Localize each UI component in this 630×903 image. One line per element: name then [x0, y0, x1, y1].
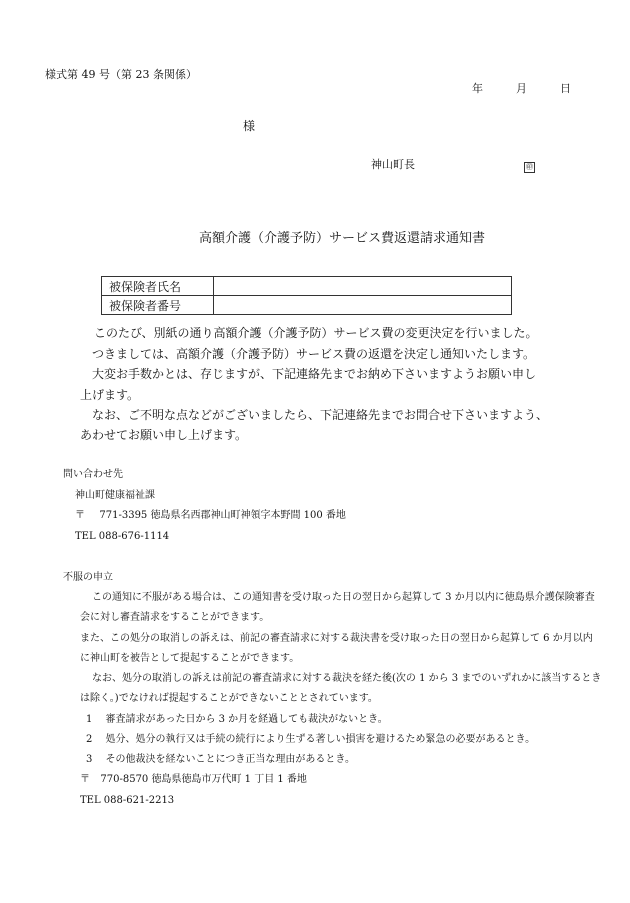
- insured-number-value: [214, 296, 512, 315]
- appeal-heading: 不服の申立: [63, 572, 113, 583]
- body-line: 上げます。: [80, 388, 140, 402]
- appeal-address-line: [80, 775, 307, 785]
- contact-address: 771-3395 徳島県名西郡神山町神領字本野間 100 番地: [99, 510, 346, 521]
- addressee-suffix: 様: [243, 119, 256, 133]
- appeal-line: また、この処分の取消しの訴えは、前記の審査請求に対する裁決書を受け取った日の翌日から起算して 6 か月以内: [80, 633, 593, 644]
- body-line: あわせてお願い申し上げます。: [80, 428, 248, 442]
- contact-tel: TEL 088-676-1114: [75, 531, 170, 542]
- contact-address-line: [75, 511, 346, 521]
- contact-department: 神山町健康福祉課: [75, 490, 155, 501]
- appeal-line: は除く。)でなければ提起することができないこととされています。: [80, 693, 378, 704]
- postal-mark-icon: 〒: [80, 774, 90, 785]
- postal-mark-icon: 〒: [75, 510, 85, 521]
- contact-heading: 問い合わせ先: [63, 469, 123, 480]
- appeal-line: この通知に不服がある場合は、この通知書を受け取った日の翌日から起算して 3 か月以内に徳島県介護保険審査: [92, 592, 595, 603]
- table-row: [102, 277, 512, 296]
- sender-name: 神山町長: [371, 158, 415, 171]
- appeal-condition: 2 処分、処分の執行又は手続の続行により生ずる著しい損害を避けるため緊急の必要があるとき。: [86, 734, 536, 745]
- seal-icon: ㊞: [526, 163, 533, 171]
- form-number: 様式第 49 号（第 23 条関係）: [45, 68, 197, 81]
- date-year-label: 年: [472, 82, 483, 95]
- document-title: 高額介護（介護予防）サービス費返還請求通知書: [199, 231, 486, 246]
- table-row: [102, 296, 512, 315]
- body-line: このたび、別紙の通り高額介護（介護予防）サービス費の変更決定を行いました。: [94, 326, 538, 340]
- body-line: なお、ご不明な点などがございましたら、下記連絡先までお問合せ下さいますよう、: [92, 408, 549, 422]
- appeal-line: なお、処分の取消しの訴えは前記の審査請求に対する裁決を経た後(次の 1 から 3 までのいずれかに該当するとき: [92, 673, 602, 684]
- insured-number-label: 被保険者番号: [102, 296, 214, 315]
- insured-info-table: [101, 276, 512, 315]
- date-line: [472, 83, 571, 94]
- insured-name-label: 被保険者氏名: [102, 277, 214, 296]
- seal-mark: [524, 159, 535, 175]
- appeal-line: に神山町を被告として提起することができます。: [80, 653, 300, 664]
- body-line: 大変お手数かとは、存じますが、下記連絡先までお納め下さいますようお願い申し: [92, 367, 537, 381]
- appeal-condition: 1 審査請求があった日から 3 か月を経過しても裁決がないとき。: [86, 714, 388, 725]
- body-line: つきましては、高額介護（介護予防）サービス費の返還を決定し通知いたします。: [92, 347, 536, 361]
- insured-name-value: [214, 277, 512, 296]
- appeal-address: 770-8570 徳島県徳島市万代町 1 丁目 1 番地: [100, 774, 307, 785]
- date-month-label: 月: [516, 82, 527, 95]
- date-day-label: 日: [560, 82, 571, 95]
- appeal-line: 会に対し審査請求をすることができます。: [80, 612, 270, 623]
- appeal-tel: TEL 088-621-2213: [80, 795, 175, 806]
- appeal-condition: 3 その他裁決を経ないことにつき正当な理由があるとき。: [86, 754, 355, 765]
